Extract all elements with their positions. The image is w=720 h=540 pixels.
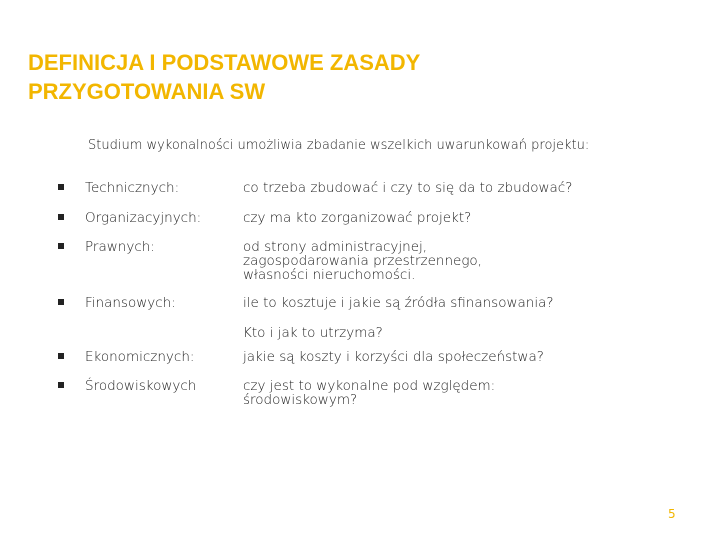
intro-text: Studium wykonalności umożliwia zbadanie wszelkich uwarunkowań projektu: [88,138,590,153]
item-description [243,379,663,407]
description-line: własności nieruchomości. [243,267,416,283]
item-label: Środowiskowych [85,378,197,394]
maintenance-question: Kto i jak to utrzyma? [243,325,383,341]
square-bullet-icon [58,299,64,305]
item-description: jakie są koszty i korzyści dla społeczeństwa? [243,349,544,365]
slide-title [28,48,648,106]
square-bullet-icon [58,243,64,249]
item-description: czy ma kto zorganizować projekt? [243,210,472,226]
description-line: zagospodarowania przestrzennego, [243,253,482,269]
title-line-1: DEFINICJA I PODSTAWOWE ZASADY [28,50,421,75]
item-label: Technicznych: [85,180,180,196]
description-line: czy jest to wykonalne pod względem: [243,378,496,394]
description-line: od strony administracyjnej, [243,239,428,255]
item-label: Ekonomicznych: [85,349,195,365]
square-bullet-icon [58,353,64,359]
item-label: Finansowych: [85,295,176,311]
page-number: 5 [668,507,676,521]
item-label: Organizacyjnych: [85,210,202,226]
square-bullet-icon [58,214,64,220]
title-line-2: PRZYGOTOWANIA SW [28,79,266,104]
item-description: co trzeba zbudować i czy to się da to zbudować? [243,180,573,196]
square-bullet-icon [58,184,64,190]
item-label: Prawnych: [85,239,155,255]
item-description [243,240,663,282]
square-bullet-icon [58,382,64,388]
item-description: ile to kosztuje i jakie są źródła sfinansowania? [243,295,554,311]
description-line: środowiskowym? [243,392,358,408]
